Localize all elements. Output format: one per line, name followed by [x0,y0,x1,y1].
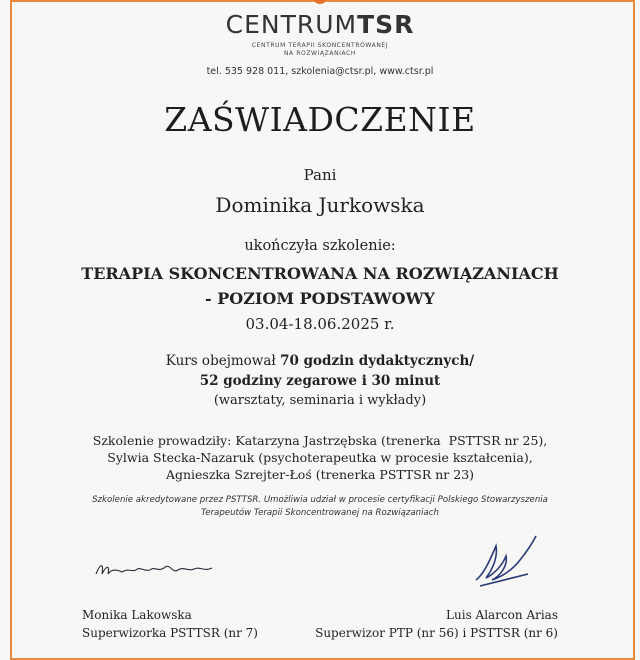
right-signatory-name: Luis Alarcon Arias [446,608,558,622]
course-dates: 03.04-18.06.2025 r. [245,315,395,333]
brand-name-light: CENTRUM [225,10,358,39]
left-signatory [82,606,258,642]
hours-prefix: Kurs obejmował [165,353,276,369]
right-signatory [315,606,558,642]
salutation: Pani [303,166,337,184]
brand-subtitle [0,42,640,58]
trainers-block [0,432,640,483]
certificate-title: ZAŚWIADCZENIE [164,100,476,139]
brand-subtitle-line1: CENTRUM TERAPII SKONCENTROWANEJ [251,42,389,49]
brand-subtitle-line2: NA ROZWIĄZANIACH [283,50,357,57]
left-signatory-name: Monika Lakowska [82,608,192,622]
recipient-name: Dominika Jurkowska [215,193,425,217]
brand-name-bold: TSR [357,10,415,39]
accreditation-note [0,494,640,520]
course-title-line1: TERAPIA SKONCENTROWANA NA ROZWIĄZANIACH [81,264,559,283]
right-signature-icon [470,530,550,590]
course-title [0,261,640,311]
accreditation-line1: Szkolenie akredytowane przez PSTTSR. Umożliwia udział w procesie certyfikacji Polskiego Stowarzyszenia [92,495,548,505]
course-title-line2: - POZIOM PODSTAWOWY [205,289,435,308]
brand-logo [0,10,640,39]
accreditation-line2: Terapeutów Terapii Skoncentrowanej na Rozwiązaniach [201,508,439,518]
trainers-line2: Sylwia Stecka-Nazaruk (psychoterapeutka w procesie kształcenia), [107,450,533,465]
left-signature-icon [92,550,222,584]
left-signatory-role: Superwizorka PSTTSR (nr 7) [82,626,258,640]
hours-line2: 52 godziny zegarowe i 30 minut [199,373,441,389]
hours-line3: (warsztaty, seminaria i wykłady) [213,393,427,408]
completed-label: ukończyła szkolenie: [244,238,396,254]
hours-line1 [0,353,640,369]
hours-bold: 70 godzin dydaktycznych/ [280,353,475,369]
right-signatory-role: Superwizor PTP (nr 56) i PSTTSR (nr 6) [315,626,558,640]
contact-info: tel. 535 928 011, szkolenia@ctsr.pl, www.ctsr.pl [206,66,434,77]
trainers-line1: Szkolenie prowadziły: Katarzyna Jastrzębska (trenerka PSTTSR nr 25), [92,433,548,448]
trainers-line3: Agnieszka Szrejter-Łoś (trenerka PSTTSR nr 23) [165,467,475,482]
